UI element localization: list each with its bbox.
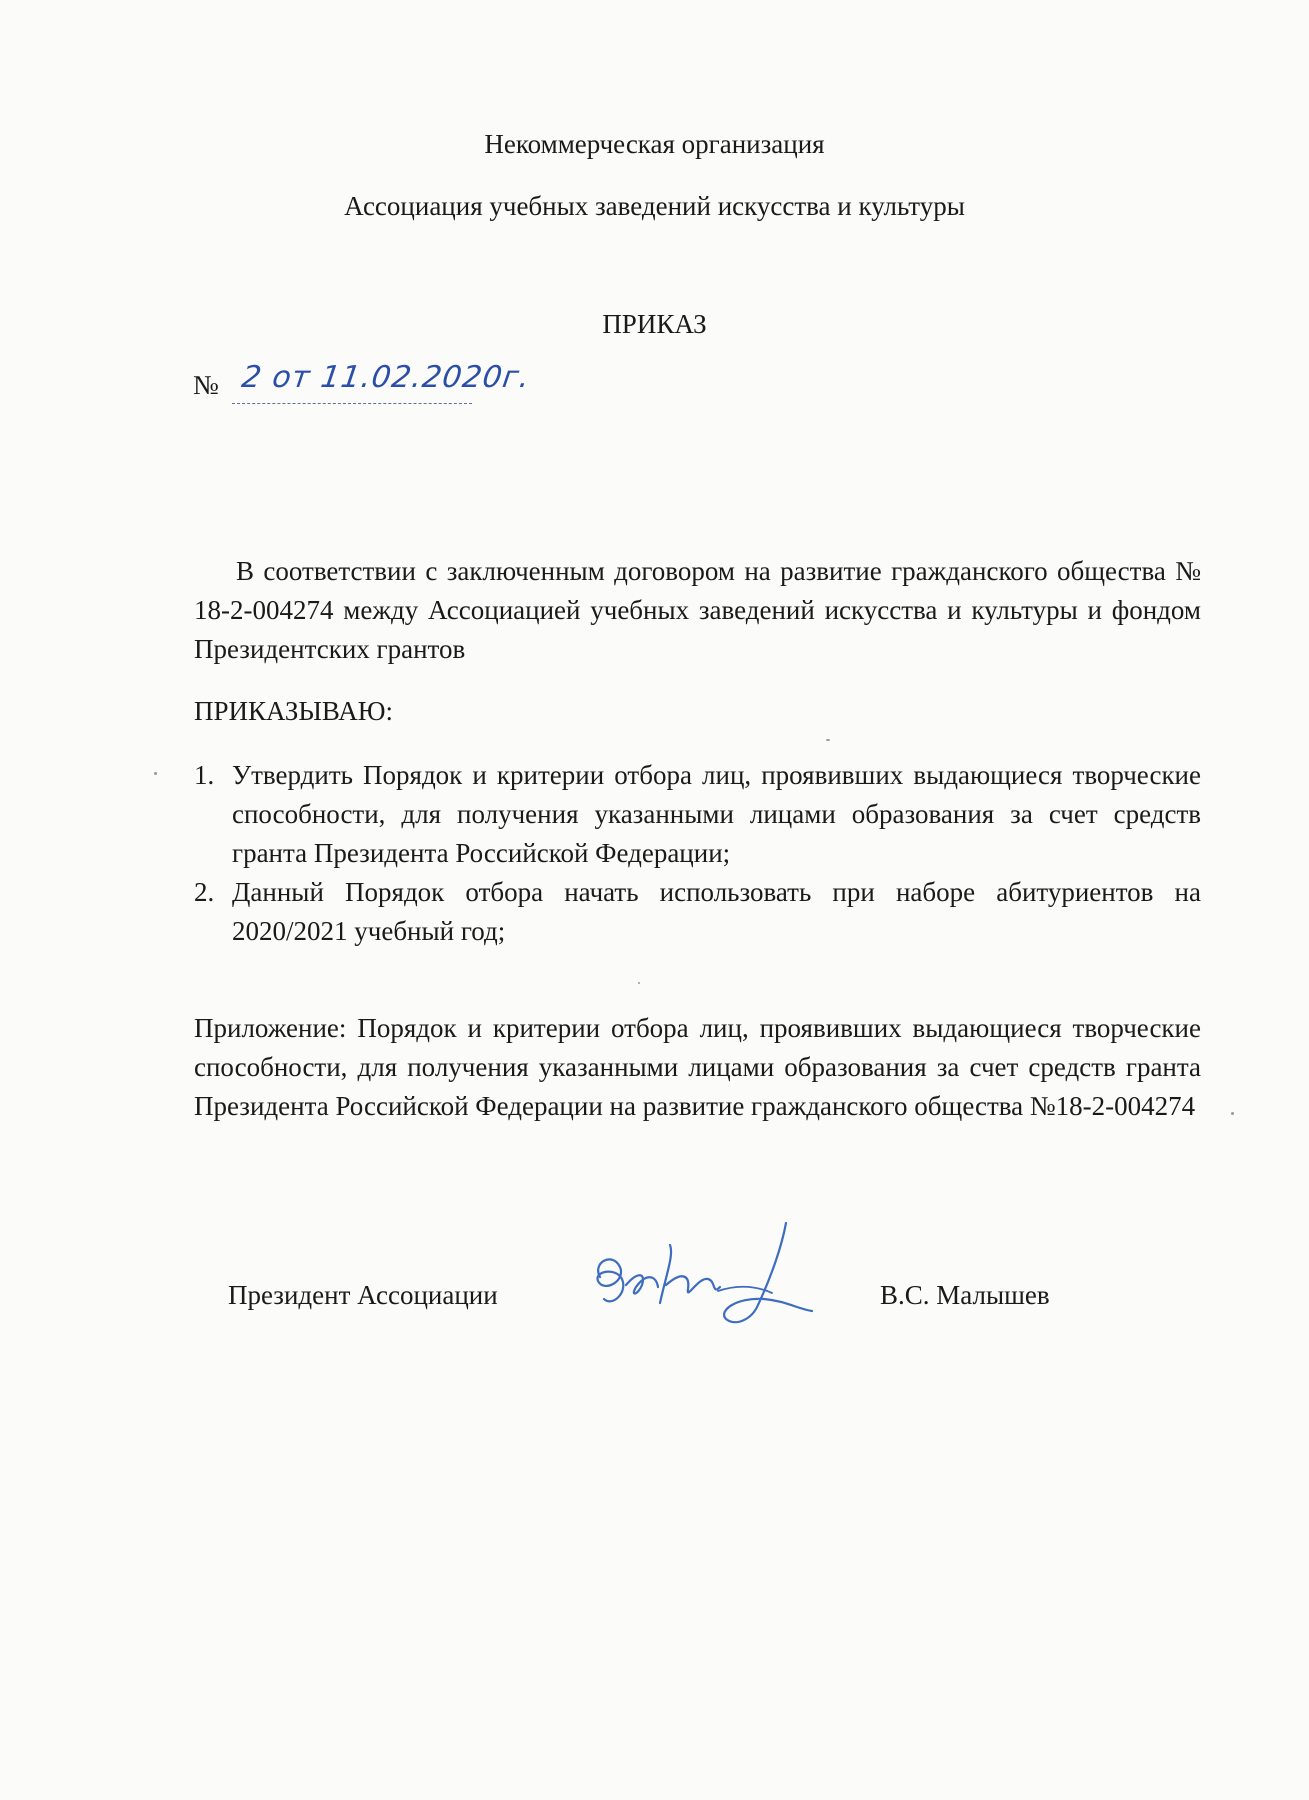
list-item-number: 1.: [194, 760, 215, 790]
list-item: [194, 873, 1201, 951]
scan-speck: [154, 772, 157, 775]
org-type: Некоммерческая организация: [484, 129, 825, 159]
list-item-text: Утвердить Порядок и критерии отбора лиц, проявивших выдающиеся творческие способности, для получения указанными лицами образования за счет средств гранта Президента Российской Федерации;: [232, 760, 1201, 868]
org-name: Ассоциация учебных заведений искусства и культуры: [344, 191, 965, 221]
list-item-text: Данный Порядок отбора начать использовать при наборе абитуриентов на 2020/2021 учебный год;: [232, 877, 1201, 946]
order-title: ПРИКАЗ: [602, 309, 707, 339]
order-number-handwritten: 2 от 11.02.2020г.: [239, 360, 533, 395]
order-number-underline: [232, 403, 472, 404]
scan-speck: [638, 982, 640, 984]
handwritten-signature: [586, 1215, 826, 1355]
signatory-position: Президент Ассоциации: [228, 1280, 498, 1310]
order-number-prefix: №: [193, 370, 219, 400]
scan-speck: [826, 739, 830, 741]
list-item-number: 2.: [194, 877, 215, 907]
signatory-name: В.С. Малышев: [880, 1280, 1050, 1310]
list-item: [194, 756, 1201, 873]
order-items-list: [194, 756, 1201, 951]
preamble-paragraph: В соответствии с заключенным договором на развитие гражданского общества № 18-2-004274 между Ассоциацией учебных заведений искусства и культуры и фондом Президентских грантов: [194, 556, 1201, 664]
directive-heading: ПРИКАЗЫВАЮ:: [194, 696, 393, 726]
scan-speck: [1231, 1112, 1234, 1115]
appendix-paragraph: Приложение: Порядок и критерии отбора лиц, проявивших выдающиеся творческие способности, для получения указанными лицами образования за счет средств гранта Президента Российской Федерации на развитие гражданского общества №18-2-004274: [194, 1013, 1201, 1121]
